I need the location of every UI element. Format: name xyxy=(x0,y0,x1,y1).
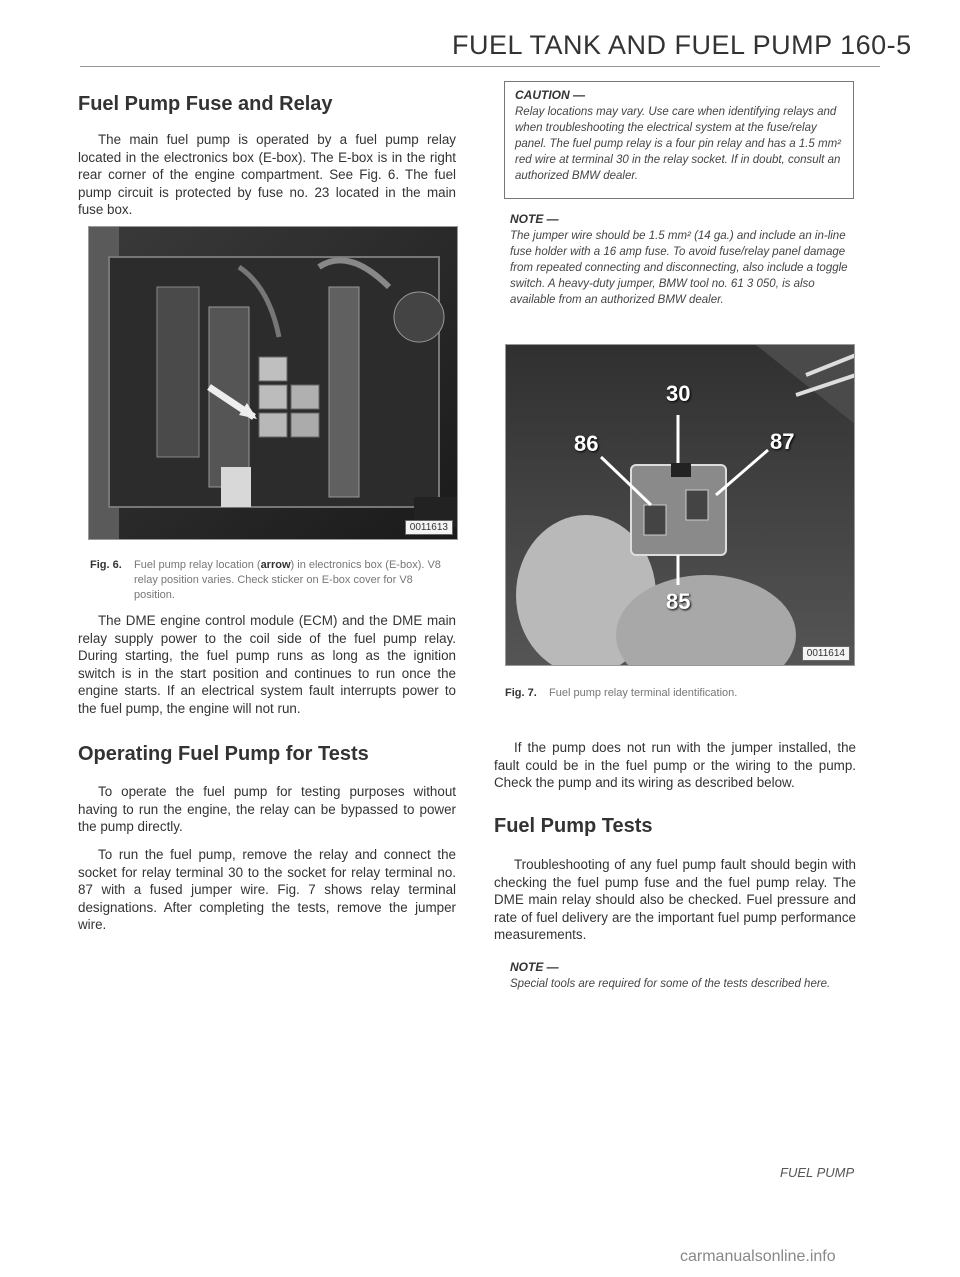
caution-text: Relay locations may vary. Use care when identifying relays and when troubleshooting the electrical system at the fuse/relay panel. The fuel pump relay is a four pin relay and has a 1.5 mm² red wire at terminal 30 in the relay socket. If in doubt, consult an authorized BMW dealer. xyxy=(515,106,842,182)
para-fuse-relay: The main fuel pump is operated by a fuel pump relay located in the electronics box (E-box). The E-box is in the right rear corner of the engine compartment. See Fig. 6. The fuel pump circuit is protected by fuse no. 23 located in the main fuse box. xyxy=(78,132,456,217)
note-special-tools-text: Special tools are required for some of the tests described here. xyxy=(510,978,831,990)
note-jumper-text: The jumper wire should be 1.5 mm² (14 ga.) and include an in-line fuse holder with a 16 amp fuse. To avoid fuse/relay panel damage from repeated connecting and disconnecting, also include a toggle switch. A heavy-duty jumper, BMW tool no. 61 3 050, is also available from an authorized BMW dealer. xyxy=(510,230,848,306)
para-dme: The DME engine control module (ECM) and the DME main relay supply power to the coil side of the fuel pump relay. During starting, the fuel pump runs as long as the ignition switch is in the start position and continues to run once the engine starts. If an electrical system fault interrupts power to the fuel pump, the engine will not run. xyxy=(78,613,456,716)
fig6-caption-arrow: arrow xyxy=(260,559,291,571)
section-title-operating: Operating Fuel Pump for Tests xyxy=(78,743,369,765)
terminal-85-label: 85 xyxy=(666,589,691,614)
caution-box xyxy=(504,81,854,199)
note-special-tools-heading: NOTE — xyxy=(510,960,559,974)
ebox-photo-illustration xyxy=(89,227,458,540)
para-fuel-pump-tests: Troubleshooting of any fuel pump fault should begin with checking the fuel pump fuse and the fuel pump relay. The DME main relay should also be checked. Fuel pressure and rate of fuel delivery are the important fuel pump performance measurements. xyxy=(494,857,856,942)
fig6-code: 0011613 xyxy=(405,520,453,535)
para-operating-1: To operate the fuel pump for testing purposes without having to run the engine, the relay can be bypassed to power the pump directly. xyxy=(78,784,456,834)
fig7-number: Fig. 7. xyxy=(505,687,537,699)
section-title-fuse-relay: Fuel Pump Fuse and Relay xyxy=(78,93,333,115)
fig7-code: 0011614 xyxy=(802,646,850,661)
fig6-caption-post: ) in electronics box (E-box). V8 relay position varies. Check sticker on E-box cover for V8 position. xyxy=(134,559,441,601)
terminal-86-label: 86 xyxy=(574,431,599,456)
fig7-caption-text: Fuel pump relay terminal identification. xyxy=(549,687,738,699)
terminal-87-label: 87 xyxy=(770,429,795,454)
fig6-photo xyxy=(88,226,458,540)
note-jumper xyxy=(510,212,850,308)
caution-heading: CAUTION — xyxy=(515,88,585,102)
fig7-photo xyxy=(505,344,855,666)
fig7-caption xyxy=(505,686,855,701)
section-title-fuel-pump-tests: Fuel Pump Tests xyxy=(494,815,653,837)
watermark: carmanualsonline.info xyxy=(680,1248,836,1265)
page-header-title: FUEL TANK AND FUEL PUMP 160-5 xyxy=(452,30,912,60)
fig6-number: Fig. 6. xyxy=(90,559,122,571)
terminal-30-label: 30 xyxy=(666,381,691,406)
note-jumper-heading: NOTE — xyxy=(510,212,559,226)
page-footer-section: FUEL PUMP xyxy=(780,1165,855,1180)
para-jumper: If the pump does not run with the jumper installed, the fault could be in the fuel pump or the wiring to the pump. Check the pump and its wiring as described below. xyxy=(494,740,856,790)
header-rule xyxy=(80,66,880,67)
fig6-caption-pre: Fuel pump relay location ( xyxy=(134,559,261,571)
fig6-caption xyxy=(90,558,450,603)
para-operating-2: To run the fuel pump, remove the relay and connect the socket for relay terminal 30 to the socket for relay terminal no. 87 with a fused jumper wire. Fig. 7 shows relay terminal designations. After completing the tests, remove the jumper wire. xyxy=(78,847,456,932)
note-special-tools xyxy=(510,960,850,992)
